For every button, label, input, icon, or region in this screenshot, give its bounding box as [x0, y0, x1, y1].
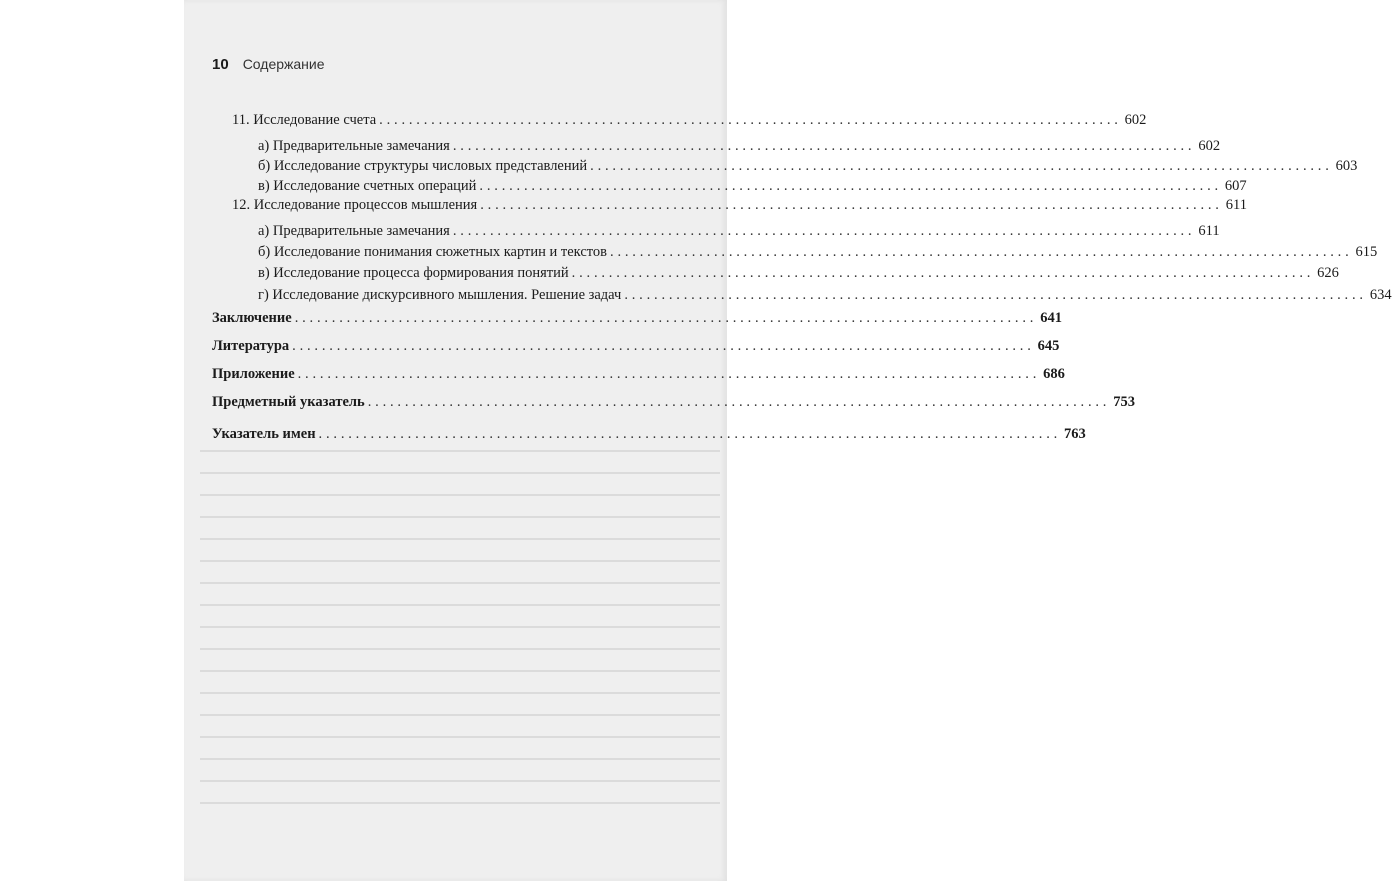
toc-leader-dots: .................................................................................................... — [292, 338, 1035, 354]
toc-leader-dots: .................................................................................................... — [318, 426, 1062, 442]
toc-entry-label: в) Исследование счетных операций — [258, 178, 477, 194]
toc-entry-page: 686 — [1043, 366, 1065, 382]
toc-entry-page: 602 — [1124, 112, 1147, 128]
toc-entry-page: 626 — [1317, 265, 1339, 281]
toc-entry — [232, 111, 1147, 129]
toc-entry-page: 615 — [1355, 244, 1378, 260]
toc-entry-page: 641 — [1040, 310, 1062, 326]
toc-entry-page: 607 — [1224, 178, 1247, 194]
toc-entry — [212, 365, 1065, 383]
toc-entry-page: 753 — [1113, 394, 1135, 410]
toc-entry-label: Указатель имен — [212, 426, 316, 442]
toc-leader-dots: .................................................................................................... — [479, 178, 1222, 194]
toc-entry — [258, 243, 1378, 261]
toc-entry — [258, 264, 1339, 282]
toc-leader-dots: .................................................................................................... — [624, 287, 1367, 303]
toc-leader-dots: .................................................................................................... — [452, 223, 1196, 239]
toc-entry-label: Заключение — [212, 310, 292, 326]
toc-leader-dots: .................................................................................................... — [452, 138, 1196, 154]
toc-entry-label: г) Исследование дискурсивного мышления. Решение задач — [258, 287, 622, 303]
toc-entry-page: 611 — [1198, 223, 1220, 239]
toc-entry-label: Приложение — [212, 366, 295, 382]
toc-entry-label: а) Предварительные замечания — [258, 223, 450, 239]
running-title: Содержание — [242, 56, 325, 72]
toc-entry-label: б) Исследование структуры числовых представлений — [258, 158, 588, 174]
toc-entry — [212, 393, 1135, 411]
toc-entry-label: 11. Исследование счета — [232, 112, 377, 128]
toc-entry-page: 634 — [1369, 287, 1392, 303]
toc-entry-page: 763 — [1064, 426, 1086, 442]
page-number: 10 — [212, 56, 229, 73]
toc-leader-dots: .................................................................................................... — [379, 112, 1122, 128]
toc-leader-dots: .................................................................................................... — [480, 197, 1223, 213]
toc-leader-dots: .................................................................................................... — [610, 244, 1353, 260]
toc-leader-dots: .................................................................................................... — [590, 158, 1333, 174]
toc-entry-label: б) Исследование понимания сюжетных картин и текстов — [258, 244, 608, 260]
toc-entry — [258, 286, 1392, 304]
toc-entry — [258, 177, 1247, 195]
toc-entry-page: 603 — [1335, 158, 1358, 174]
toc-entry-page: 611 — [1225, 197, 1247, 213]
toc-leader-dots: .................................................................................................... — [294, 310, 1038, 326]
toc-entry — [212, 337, 1060, 355]
toc-entry-label: в) Исследование процесса формирования понятий — [258, 265, 569, 281]
toc-entry-page: 645 — [1037, 338, 1060, 354]
toc-entry — [258, 157, 1358, 175]
toc-entry — [212, 309, 1062, 327]
toc-entry-page: 602 — [1198, 138, 1221, 154]
toc-entry — [258, 222, 1220, 240]
toc-entry-label: 12. Исследование процессов мышления — [232, 197, 478, 213]
toc-entry-label: Литература — [212, 338, 290, 354]
toc-leader-dots: .................................................................................................... — [571, 265, 1315, 281]
toc-leader-dots: .................................................................................................... — [367, 394, 1111, 410]
toc-entry-label: а) Предварительные замечания — [258, 138, 450, 154]
toc-entry — [232, 196, 1247, 214]
toc-entry — [258, 137, 1221, 155]
toc-leader-dots: .................................................................................................... — [297, 366, 1041, 382]
toc-entry — [212, 425, 1086, 443]
toc-entry-label: Предметный указатель — [212, 394, 365, 410]
